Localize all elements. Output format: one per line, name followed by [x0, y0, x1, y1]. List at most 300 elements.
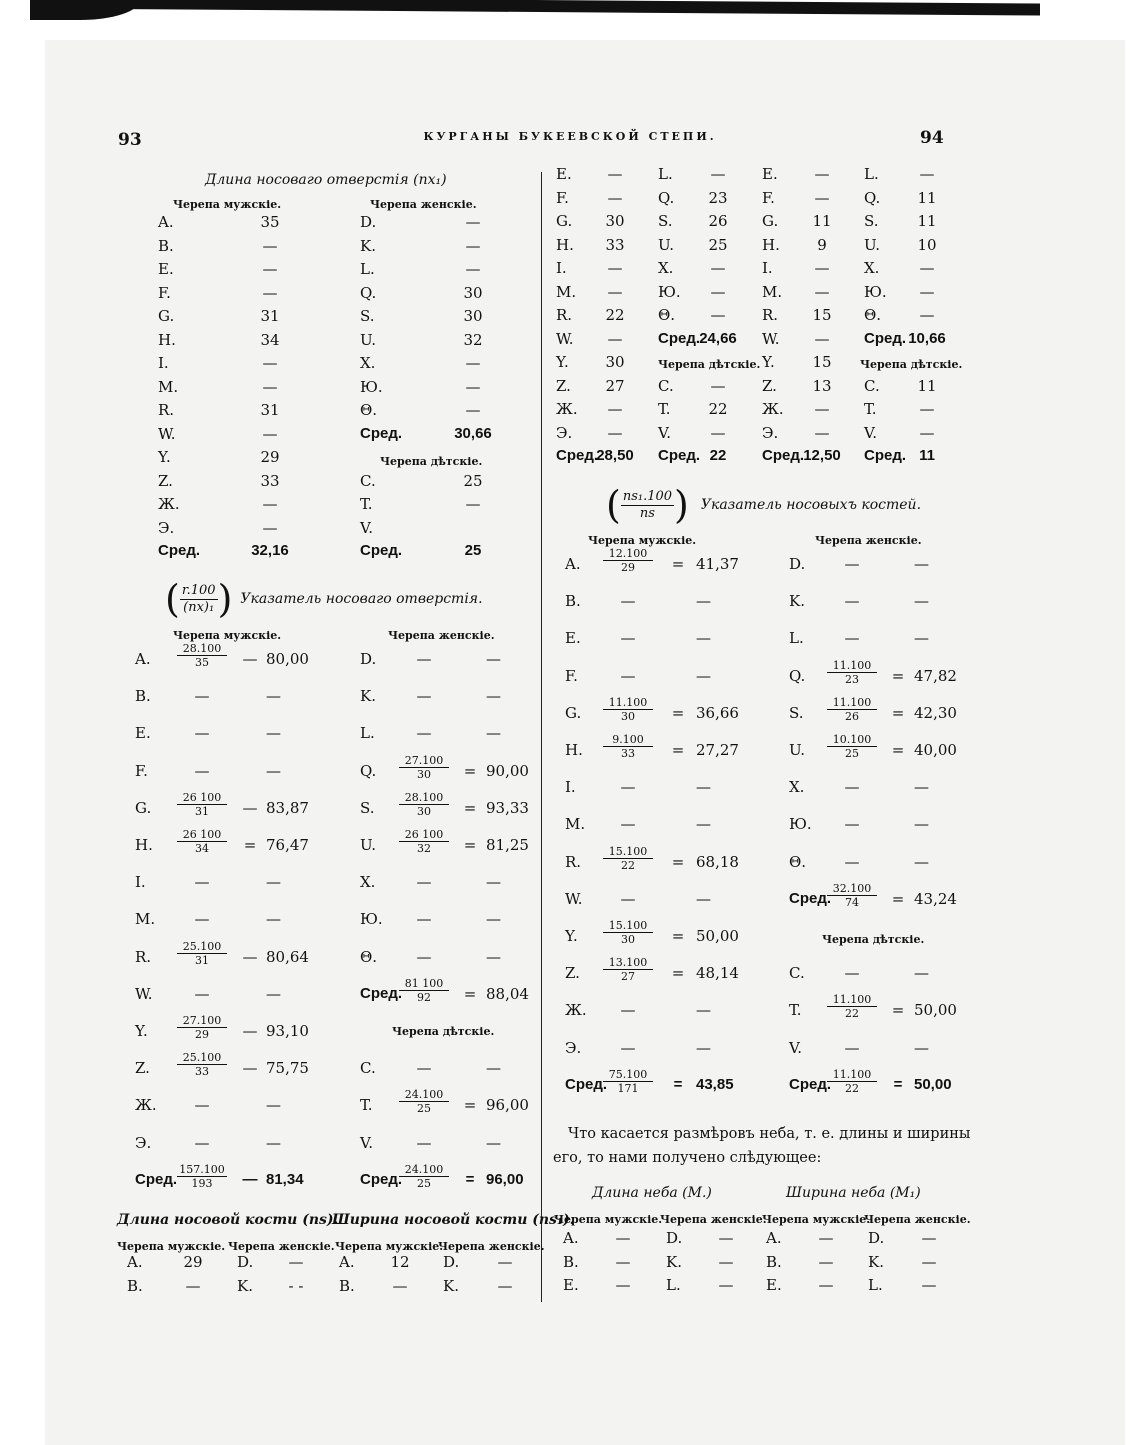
s4-r5-c4: M. — [762, 282, 783, 301]
s5-r2-l-dash: — — [620, 629, 636, 648]
s4-r12-c6: Сред. — [864, 447, 907, 464]
s5-r1-r-value: — — [914, 592, 929, 611]
s4-r5-c6: Ю. — [864, 282, 887, 301]
s5-r2-r-dash: — — [844, 629, 860, 648]
s5-r8-r-dash: — — [844, 852, 860, 871]
s5-formula-num: ns₁.100 — [622, 488, 673, 504]
s5-r3-r-fraction — [827, 659, 877, 686]
s5-r2-l-label: E. — [565, 629, 581, 648]
s4-r8-c0: Y. — [556, 353, 569, 371]
s2-r11-l-numerator: 25.100 — [177, 1051, 227, 1065]
s2-r14-r-value: 96,00 — [486, 1170, 524, 1188]
s6-r1-c5: — — [818, 1252, 834, 1271]
s3-head-1: Черепа мужскіе. — [117, 1240, 226, 1253]
s1-r8-c3: — — [465, 401, 481, 419]
s5-r5-l-value: 27,27 — [696, 741, 739, 759]
s2-r7-r-value: — — [486, 910, 501, 929]
s5-r6-l-label: I. — [565, 778, 576, 797]
s2-r4-r-op: = — [463, 798, 477, 817]
s2-r3-r-denominator: 30 — [417, 767, 431, 781]
s5-r6-r-value: — — [914, 778, 929, 797]
s1-r14-c1: 32,16 — [251, 542, 289, 559]
s5-r9-r-value: 43,24 — [914, 889, 957, 908]
s5-formula-den: ns — [639, 505, 655, 521]
s5-r6-r-label: X. — [789, 778, 805, 797]
s2-r7-r-label: Ю. — [360, 910, 383, 929]
s5-r4-r-fraction — [827, 696, 877, 723]
s1-r10-c1: 29 — [260, 448, 280, 466]
s6-r0-c4: A. — [766, 1229, 782, 1247]
s2-r0-r-dash: — — [416, 650, 432, 668]
s6-r1-c7: — — [921, 1252, 937, 1271]
s4-r2-c2: S. — [658, 212, 673, 230]
s4-r1-c4: F. — [762, 188, 775, 207]
s2-r0-l-denominator: 35 — [195, 656, 209, 669]
s5-r4-l-label: G. — [565, 703, 582, 722]
s4-r2-c5: 11 — [812, 212, 832, 230]
s2-r8-l-op: — — [242, 947, 258, 966]
s2-r4-l-fraction — [177, 791, 227, 818]
s6-r0-c7: — — [921, 1229, 937, 1247]
s2-r3-r-value: 90,00 — [486, 761, 529, 780]
s2-r6-l-label: I. — [135, 873, 146, 892]
s5-r5-r-denominator: 25 — [845, 747, 859, 760]
s4-r0-c3: — — [710, 165, 726, 183]
s2-r9-r-denominator: 92 — [417, 990, 431, 1004]
s4-r0-c2: L. — [658, 165, 673, 183]
s2-r14-r-numerator: 24.100 — [399, 1163, 449, 1177]
s4-r12-c4: Сред. — [762, 447, 805, 464]
s3-r0-c0: A. — [127, 1253, 143, 1271]
s5-r11-l-denominator: 27 — [621, 970, 635, 984]
s2-r5-l-label: H. — [135, 836, 153, 854]
s6-head-4: Черепа женскіе. — [864, 1213, 971, 1226]
s6-head-3: Черепа мужскіе. — [762, 1213, 871, 1226]
s2-r9-r-value: 88,04 — [486, 984, 529, 1003]
s5-r0-l-label: A. — [565, 555, 581, 573]
s5-r9-r-fraction — [827, 882, 877, 909]
page-number-left: 93 — [118, 130, 142, 150]
s2-child-head: Черепа дѣтскіе. — [392, 1025, 495, 1038]
s5-r14-r-fraction — [827, 1068, 877, 1095]
s5-r7-r-dash: — — [844, 815, 860, 834]
s3-r1-c4: B. — [339, 1277, 355, 1295]
s4-r11-c7: — — [919, 423, 935, 442]
s3-r1-c1: — — [185, 1277, 201, 1295]
s4-r5-c2: Ю. — [658, 282, 681, 301]
s2-r11-l-label: Z. — [135, 1059, 150, 1078]
s4-r0-c1: — — [607, 165, 623, 183]
s1-female-head: Черепа женскіе. — [370, 198, 477, 211]
s5-formula: ( $\frac{\text{ns₁.100}}{ns}$ ) Указатель носовыхъ костей. — [606, 483, 922, 527]
s1-r2-c1: — — [262, 260, 278, 278]
s2-r14-r-label: Сред. — [360, 1170, 403, 1188]
s2-r9-r-label: Сред. — [360, 984, 403, 1002]
s5-r7-l-dash: — — [620, 815, 636, 834]
s1-r6-c3: — — [465, 354, 481, 372]
s5-r14-l-fraction — [603, 1068, 653, 1095]
s2-r5-r-denominator: 32 — [417, 842, 431, 855]
s6-r2-c2: L. — [666, 1276, 681, 1294]
s2-r3-l-value: — — [266, 761, 281, 780]
s2-r6-l-value: — — [266, 873, 281, 892]
s5-r12-l-dash: — — [620, 1001, 636, 1020]
s3-r0-c4: A. — [339, 1253, 355, 1271]
s6-head-2: Черепа женскіе. — [660, 1213, 767, 1226]
s5-r8-l-fraction — [603, 845, 653, 872]
s4-r7-c5: — — [814, 329, 830, 348]
page-number-right: 94 — [920, 128, 944, 148]
s4-r6-c2: Θ. — [658, 306, 676, 324]
s6-r2-c3: — — [718, 1276, 734, 1294]
s1-r1-c2: K. — [360, 236, 376, 255]
s4-r8-c5: 15 — [812, 353, 832, 371]
s4-r7-c0: W. — [556, 329, 574, 348]
s2-r0-l-value: 80,00 — [266, 650, 309, 668]
s1-r9-c0: W. — [158, 424, 176, 443]
s2-r0-l-numerator: 28.100 — [177, 642, 227, 656]
s2-r2-l-dash: — — [194, 724, 210, 743]
s6-r0-c0: A. — [563, 1229, 579, 1247]
s2-r12-r-numerator: 24.100 — [399, 1088, 449, 1102]
s2-r7-r-dash: — — [416, 910, 432, 929]
s5-r2-r-label: L. — [789, 629, 804, 648]
s2-r12-r-denominator: 25 — [417, 1102, 431, 1116]
s4-r12-c3: 22 — [709, 447, 727, 464]
s1-caption: Длина носоваго отверстія (nx₁) — [205, 172, 447, 188]
s2-r10-l-fraction — [177, 1014, 227, 1041]
s3-r0-c7: — — [497, 1253, 513, 1271]
s2-r13-r-dash: — — [416, 1133, 432, 1152]
s4-r6-c4: R. — [762, 306, 779, 324]
s4-r1-c2: Q. — [658, 188, 675, 207]
s4-r9-c0: Z. — [556, 376, 571, 395]
s4-r7-c4: W. — [762, 329, 780, 348]
s4-r4-c5: — — [814, 259, 830, 277]
s2-r14-l-fraction — [177, 1163, 227, 1190]
s5-r8-l-label: R. — [565, 852, 582, 871]
s2-male-head: Черепа мужскіе. — [173, 629, 282, 642]
s5-r14-l-numerator: 75.100 — [603, 1068, 653, 1082]
s2-r14-l-numerator: 157.100 — [177, 1163, 227, 1177]
s5-r8-l-op: = — [671, 852, 685, 871]
s5-r11-r-dash: — — [844, 964, 860, 983]
s4-r6-c3: — — [710, 306, 726, 324]
s2-r12-r-label: T. — [360, 1096, 373, 1115]
s5-r2-l-value: — — [696, 629, 711, 648]
s4-r2-c4: G. — [762, 212, 779, 230]
s5-r12-l-value: — — [696, 1001, 711, 1020]
s2-r3-r-fraction — [399, 754, 449, 781]
s5-r2-r-value: — — [914, 629, 929, 648]
s2-r4-l-numerator: 26 100 — [177, 791, 227, 805]
s2-r6-r-label: X. — [360, 873, 376, 892]
s3-caption-left: Длина носовой кости (ns). — [117, 1212, 339, 1228]
s2-r10-l-denominator: 29 — [195, 1028, 209, 1041]
s4-r2-c7: 11 — [917, 212, 937, 230]
s4-r10-c5: — — [814, 400, 830, 418]
s4-r6-c7: — — [919, 306, 935, 324]
s4-r3-c1: 33 — [605, 235, 625, 254]
s2-r10-l-numerator: 27.100 — [177, 1014, 227, 1028]
s2-r2-r-label: L. — [360, 724, 375, 743]
s4-r3-c4: H. — [762, 235, 780, 254]
s4-r11-c3: — — [710, 423, 726, 442]
s5-r0-r-dash: — — [844, 555, 860, 573]
s5-r5-r-label: U. — [789, 741, 806, 759]
s2-caption: Указатель носоваго отверстія. — [240, 591, 483, 607]
s1-r5-c1: 34 — [260, 330, 280, 349]
s2-r13-r-value: — — [486, 1133, 501, 1152]
s1-r3-c3: 30 — [463, 283, 483, 302]
s6-r0-c1: — — [615, 1229, 631, 1247]
s5-r9-r-numerator: 32.100 — [827, 882, 877, 896]
s4-r11-c0: Э. — [556, 423, 573, 442]
s5-r14-l-op: = — [673, 1075, 683, 1093]
s4-r1-c3: 23 — [708, 188, 728, 207]
s4-r10-c6: T. — [864, 400, 877, 418]
s2-r12-r-value: 96,00 — [486, 1096, 529, 1115]
s1-r3-c2: Q. — [360, 283, 377, 302]
s5-r3-r-denominator: 23 — [845, 672, 859, 686]
s4-r11-c1: — — [607, 423, 623, 442]
s1-r3-c0: F. — [158, 283, 171, 302]
s2-r5-r-fraction — [399, 828, 449, 855]
s4-r10-c3: 22 — [708, 400, 728, 418]
s4-r4-c2: X. — [658, 259, 674, 277]
s1-r0-c1: 35 — [260, 213, 280, 231]
s6-r1-c3: — — [718, 1252, 734, 1271]
s4-r9-c2: C. — [658, 376, 674, 395]
s5-r7-l-value: — — [696, 815, 711, 834]
s5-r5-l-label: H. — [565, 741, 583, 759]
s5-r10-l-value: 50,00 — [696, 927, 739, 945]
s2-r4-r-value: 93,33 — [486, 798, 529, 817]
s2-r14-r-fraction — [399, 1163, 449, 1190]
s1-r9-c1: — — [262, 424, 278, 443]
s5-r5-r-value: 40,00 — [914, 741, 957, 759]
s4-r12-c2: Сред. — [658, 447, 701, 464]
s4-r8-c1: 30 — [605, 353, 625, 371]
s5-r4-l-op: = — [671, 703, 685, 722]
s2-r9-l-label: W. — [135, 984, 153, 1003]
s5-r14-l-value: 43,85 — [696, 1075, 734, 1093]
s2-r14-l-denominator: 193 — [191, 1176, 213, 1190]
s2-r11-l-value: 75,75 — [266, 1059, 309, 1078]
s4-r0-c0: E. — [556, 165, 572, 183]
s5-r5-r-fraction — [827, 733, 877, 760]
s4-r12-c0: Сред. — [556, 447, 599, 464]
s2-r5-l-op: = — [243, 836, 257, 854]
s5-r12-r-denominator: 22 — [845, 1007, 859, 1021]
s6-r1-c6: K. — [868, 1252, 884, 1271]
s4-r10-c0: Ж. — [556, 400, 578, 418]
s2-r9-l-value: — — [266, 984, 281, 1003]
s3-r1-c3: - - — [288, 1277, 304, 1295]
s2-r8-r-value: — — [486, 947, 501, 966]
s4-child-head-a: Черепа дѣтскіе. — [658, 358, 761, 371]
scan-edge-artifact — [0, 0, 1140, 24]
s3-r0-c6: D. — [443, 1253, 460, 1271]
s4-r3-c0: H. — [556, 235, 574, 254]
s5-r11-l-op: = — [671, 964, 685, 983]
s2-r4-l-denominator: 31 — [195, 804, 209, 818]
column-divider — [541, 172, 542, 1302]
s6-r0-c3: — — [718, 1229, 734, 1247]
s1-r14-c2: Сред. — [360, 542, 403, 559]
s2-r5-l-fraction — [177, 828, 227, 855]
s6-r2-c7: — — [921, 1276, 937, 1294]
s5-r4-l-denominator: 30 — [621, 709, 635, 723]
s1-r5-c0: H. — [158, 330, 176, 349]
s5-male-head: Черепа мужскіе. — [588, 534, 697, 547]
s2-r7-l-label: M. — [135, 910, 156, 929]
s4-r12-c5: 12,50 — [803, 447, 841, 464]
s2-r8-l-numerator: 25.100 — [177, 940, 227, 954]
s4-r6-c6: Θ. — [864, 306, 882, 324]
s1-r6-c1: — — [262, 354, 278, 372]
s2-r1-r-label: K. — [360, 687, 376, 706]
s5-r11-r-value: — — [914, 964, 929, 983]
s2-r0-l-fraction — [177, 642, 227, 669]
s4-r0-c7: — — [919, 165, 935, 183]
s4-r6-c1: 22 — [605, 306, 625, 324]
s5-r0-r-label: D. — [789, 555, 806, 573]
s1-r12-c2: T. — [360, 495, 373, 513]
s5-r11-l-fraction — [603, 956, 653, 983]
s2-r3-r-label: Q. — [360, 761, 377, 780]
s5-r1-r-dash: — — [844, 592, 860, 611]
s5-r14-r-label: Сред. — [789, 1075, 832, 1093]
s2-r11-r-dash: — — [416, 1059, 432, 1078]
s5-r12-r-value: 50,00 — [914, 1001, 957, 1020]
s5-r10-l-label: Y. — [565, 927, 578, 945]
s1-r2-c2: L. — [360, 260, 375, 278]
s1-r11-c2: C. — [360, 471, 376, 490]
s1-r12-c0: Ж. — [158, 495, 180, 513]
s5-r3-r-label: Q. — [789, 666, 806, 685]
s6-r2-c0: E. — [563, 1276, 579, 1294]
s5-r14-r-numerator: 11.100 — [827, 1068, 877, 1082]
s2-r0-r-value: — — [486, 650, 501, 668]
s5-r4-r-numerator: 11.100 — [827, 696, 877, 710]
s5-r6-r-dash: — — [844, 778, 860, 797]
s1-r1-c0: B. — [158, 236, 174, 255]
s4-r11-c5: — — [814, 423, 830, 442]
s4-r5-c0: M. — [556, 282, 577, 301]
s3-r1-c6: K. — [443, 1277, 459, 1295]
s2-r5-r-label: U. — [360, 836, 377, 854]
s3-r0-c3: — — [288, 1253, 304, 1271]
s6-r0-c2: D. — [666, 1229, 683, 1247]
s1-r7-c0: M. — [158, 377, 179, 396]
s1-r6-c0: I. — [158, 354, 169, 372]
s2-r5-l-value: 76,47 — [266, 836, 309, 854]
s4-r10-c7: — — [919, 400, 935, 418]
s1-r5-c3: 32 — [463, 330, 483, 349]
s5-r8-l-denominator: 22 — [621, 858, 635, 872]
s2-r5-r-value: 81,25 — [486, 836, 529, 854]
s1-r11-c1: 33 — [260, 471, 280, 490]
s5-r11-r-label: C. — [789, 964, 805, 983]
s4-r9-c4: Z. — [762, 376, 777, 395]
s1-r13-c2: V. — [360, 518, 373, 537]
s2-r14-l-op: — — [242, 1170, 258, 1188]
s3-r1-c5: — — [392, 1277, 408, 1295]
s5-r8-r-label: Θ. — [789, 852, 807, 871]
s4-r4-c1: — — [607, 259, 623, 277]
s2-formula-num: r.100 — [181, 582, 216, 598]
s5-r8-l-numerator: 15.100 — [603, 845, 653, 859]
s3-head-3: Черепа мужскіе. — [335, 1240, 444, 1253]
s5-r7-r-value: — — [914, 815, 929, 834]
s4-r11-c2: V. — [658, 423, 671, 442]
s5-r13-l-dash: — — [620, 1038, 636, 1057]
s1-r7-c2: Ю. — [360, 377, 383, 396]
s1-r12-c3: — — [465, 495, 481, 513]
s2-r4-r-fraction — [399, 791, 449, 818]
s2-r8-r-label: Θ. — [360, 947, 378, 966]
s5-r13-r-label: V. — [789, 1038, 802, 1057]
s5-r4-l-fraction — [603, 696, 653, 723]
s4-r5-c3: — — [710, 282, 726, 301]
s4-r3-c7: 10 — [917, 235, 937, 254]
s2-r0-r-label: D. — [360, 650, 377, 668]
s3-r1-c2: K. — [237, 1277, 253, 1295]
s5-r5-l-numerator: 9.100 — [603, 733, 653, 747]
s5-r5-l-op: = — [671, 741, 685, 759]
s2-r11-l-op: — — [242, 1059, 258, 1078]
s4-r2-c1: 30 — [605, 212, 625, 230]
s5-r7-r-label: Ю. — [789, 815, 812, 834]
s5-r6-l-value: — — [696, 778, 711, 797]
s2-r13-l-dash: — — [194, 1133, 210, 1152]
s1-r12-c1: — — [262, 495, 278, 513]
s5-caption: Указатель носовыхъ костей. — [700, 497, 922, 513]
s5-r12-r-numerator: 11.100 — [827, 993, 877, 1007]
s4-r1-c1: — — [607, 188, 623, 207]
s4-r7-c1: — — [607, 329, 623, 348]
s5-r0-l-op: = — [671, 555, 685, 573]
s1-r8-c1: 31 — [260, 401, 280, 419]
s1-r11-c3: 25 — [463, 471, 483, 490]
s5-r6-l-dash: — — [620, 778, 636, 797]
s6-r1-c2: K. — [666, 1252, 682, 1271]
s5-r5-l-fraction — [603, 733, 653, 760]
s6-r2-c5: — — [818, 1276, 834, 1294]
s6-r1-c1: — — [615, 1252, 631, 1271]
s2-r4-l-label: G. — [135, 798, 152, 817]
s4-r12-c7: 11 — [919, 447, 935, 464]
s4-r0-c4: E. — [762, 165, 778, 183]
s5-r12-r-label: T. — [789, 1001, 802, 1020]
s2-r4-l-op: — — [242, 798, 258, 817]
s2-r9-r-op: = — [463, 984, 477, 1003]
s5-r13-l-value: — — [696, 1038, 711, 1057]
s2-r1-l-label: B. — [135, 687, 151, 706]
s3-head-2: Черепа женскіе. — [228, 1240, 335, 1253]
s5-child-head: Черепа дѣтскіе. — [822, 933, 925, 946]
s2-r3-l-label: F. — [135, 761, 148, 780]
s5-r11-l-numerator: 13.100 — [603, 956, 653, 970]
s4-r4-c6: X. — [864, 259, 880, 277]
s1-r13-c1: — — [262, 518, 278, 537]
s2-r9-r-fraction — [399, 977, 449, 1004]
s4-r1-c0: F. — [556, 188, 569, 207]
s4-r3-c6: U. — [864, 235, 881, 254]
s2-r14-r-denominator: 25 — [417, 1176, 431, 1190]
s2-r5-l-denominator: 34 — [195, 842, 209, 855]
